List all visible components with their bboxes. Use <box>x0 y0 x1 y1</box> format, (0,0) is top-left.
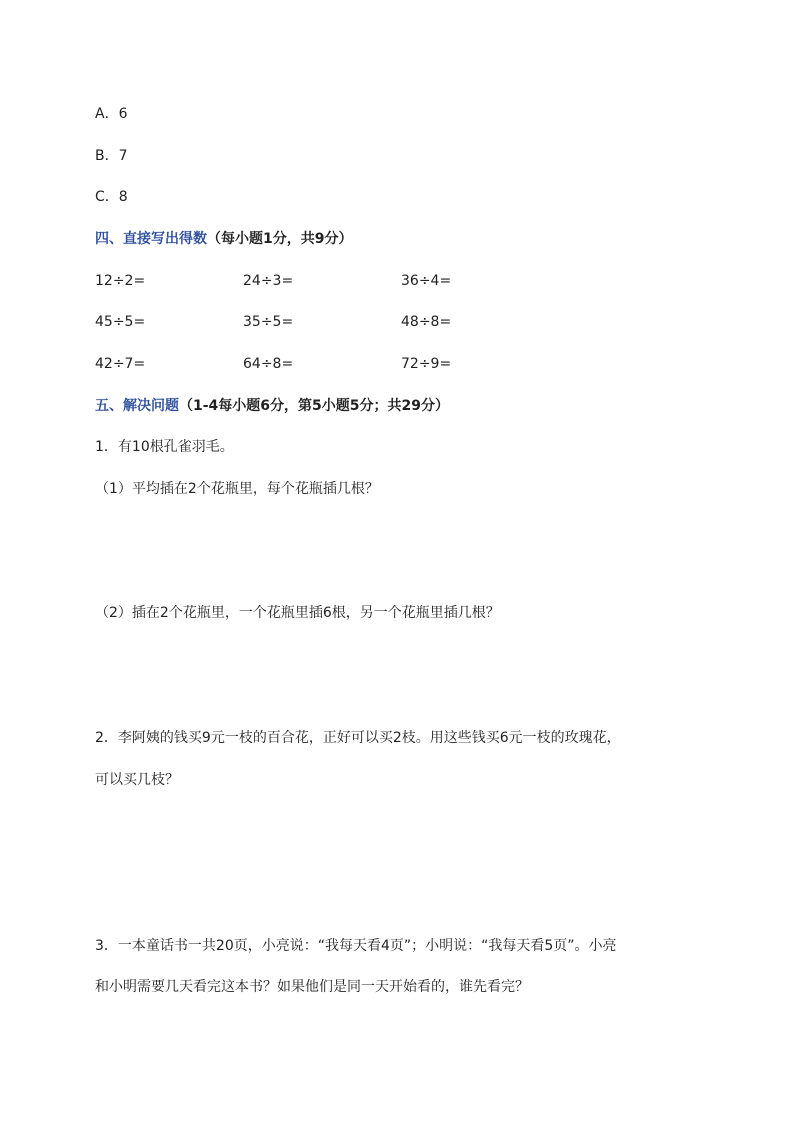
option-b-value: 7 <box>118 148 128 164</box>
question-1-stem: 1．有10根孔雀羽毛。 <box>95 439 234 455</box>
option-c-value: 8 <box>118 189 128 205</box>
calc-item: 72÷9= <box>401 356 452 372</box>
section-5-note: （1-4每小题6分，第5小题5分；共29分） <box>179 398 449 414</box>
option-a: A．6 <box>95 106 128 122</box>
calc-row-3 <box>95 354 695 374</box>
calc-item: 45÷5= <box>95 314 146 330</box>
calc-item: 24÷3= <box>243 273 294 289</box>
section-4-note: （每小题1分，共9分） <box>207 231 353 247</box>
section-4-heading <box>95 229 352 249</box>
section-5-title: 五、解决问题 <box>95 398 179 414</box>
question-1-part-2: （2）插在2个花瓶里，一个花瓶里插6根，另一个花瓶里插几根？ <box>95 605 500 621</box>
calc-row-1 <box>95 271 695 291</box>
question-1-part-1: （1）平均插在2个花瓶里，每个花瓶插几根？ <box>95 481 379 497</box>
calc-item: 64÷8= <box>243 356 294 372</box>
option-b-letter: B <box>95 148 105 164</box>
option-c: C．8 <box>95 189 128 205</box>
question-2-line-1: 2．李阿姨的钱买9元一枝的百合花，正好可以买2枝。用这些钱买6元一枝的玫瑰花， <box>95 730 621 746</box>
question-3-line-2: 和小明需要几天看完这本书？如果他们是同一天开始看的，谁先看完？ <box>95 979 529 995</box>
question-2-line-2: 可以买几枝？ <box>95 772 179 788</box>
option-b: B．7 <box>95 148 128 164</box>
option-a-letter: A <box>95 106 105 122</box>
calc-row-2 <box>95 312 695 332</box>
calc-item: 42÷7= <box>95 356 146 372</box>
section-4-title: 四、直接写出得数 <box>95 231 207 247</box>
option-c-letter: C <box>95 189 105 205</box>
calc-item: 48÷8= <box>401 314 452 330</box>
section-5-heading <box>95 396 449 416</box>
calc-item: 36÷4= <box>401 273 452 289</box>
calc-item: 12÷2= <box>95 273 146 289</box>
question-3-line-1: 3．一本童话书一共20页，小亮说：“我每天看4页”；小明说：“我每天看5页”。小亮 <box>95 938 617 954</box>
calc-item: 35÷5= <box>243 314 294 330</box>
option-a-value: 6 <box>118 106 128 122</box>
